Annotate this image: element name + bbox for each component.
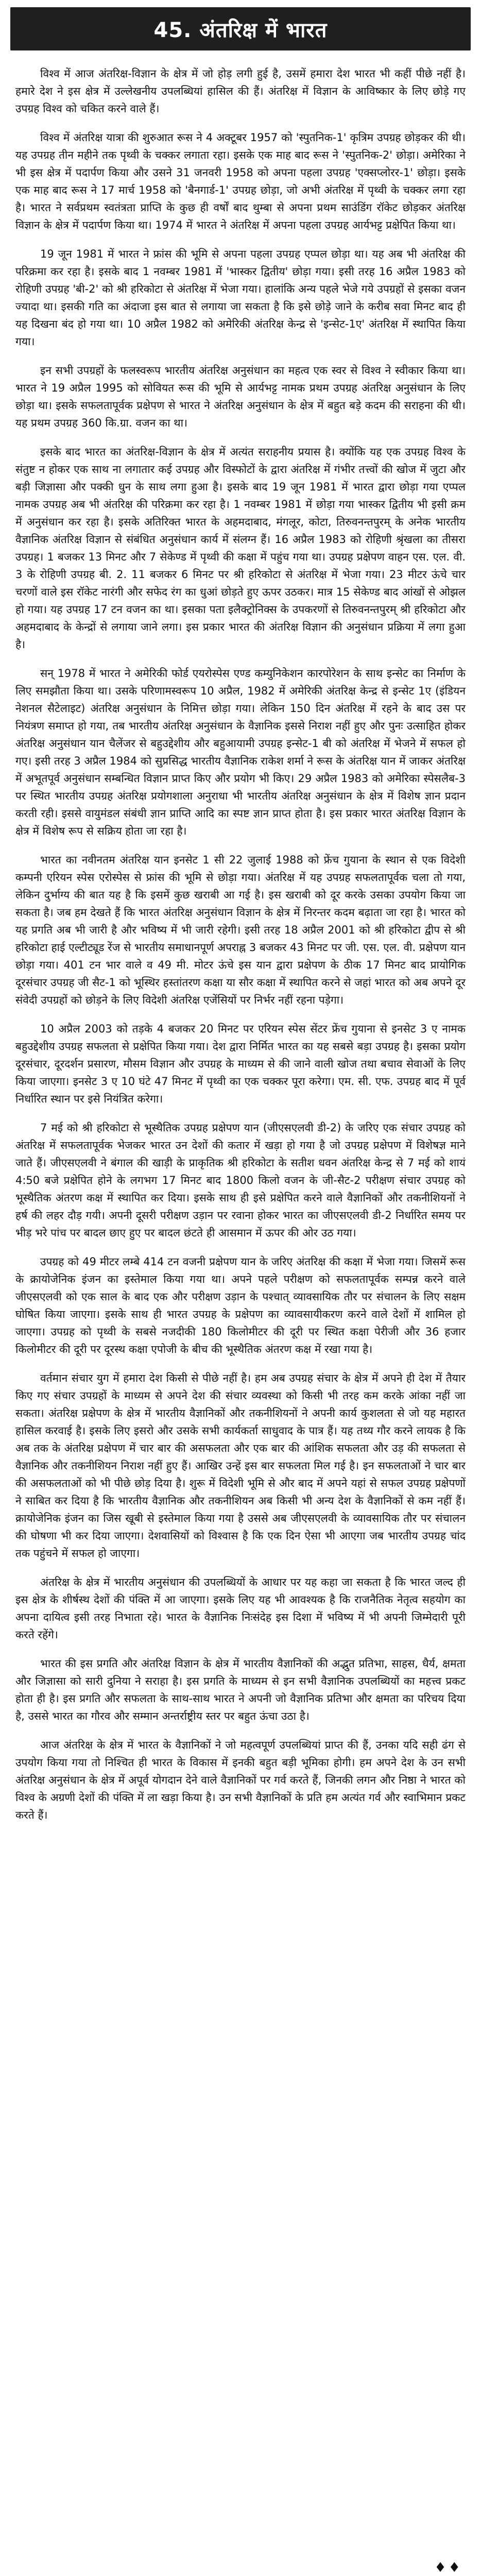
essay-body xyxy=(10,65,471,1824)
paragraph: 19 जून 1981 में भारत ने फ्रांस की भूमि से अपना पहला उपग्रह एप्पल छोड़ा था। यह अब भी अंतरिक्ष की परिक्रमा कर रहा है। इसके बाद 1 नवम्बर 1981 में 'भास्कर द्वितीय' छोड़ा गया। इसी तरह 16 अप्रैल 1983 को रोहिणी उपग्रह 'बी-2' को श्री हरिकोटा से अंतरिक्ष में भेजा गया। हालांकि अन्य पहले भेजे गये उपग्रहों से इसका वजन ज्यादा था। इसकी गति का अंदाजा इस बात से लगाया जा सकता है कि इसे छोड़े जाने के करीब सवा मिनट बाद ही यह दिखना बंद हो गया था। 10 अप्रैल 1982 को अमेरिकी अंतरिक्ष केन्द्र से 'इन्सेट-1ए' अंतरिक्ष में स्थापित किया गया। xyxy=(15,248,466,348)
paragraph: इन सभी उपग्रहों के फलस्वरूप भारतीय अंतरिक्ष अनुसंधान का महत्व एक स्वर से विश्व ने स्वीकार किया था। भारत ने 19 अप्रैल 1995 को सोवियत रूस की भूमि से आर्यभट्ट नामक प्रथम उपग्रह अंतरिक्ष अनुसंधान के लिए छोड़ा था। इसके सफलतापूर्वक प्रक्षेपण से भारत ने अंतरिक्ष अनुसंधान के क्षेत्र में बहुत बड़े कदम की सराहना की थी। यह प्रथम उपग्रह 360 कि.ग्रा. वजन का था। xyxy=(15,364,466,429)
paragraph: विश्व में अंतरिक्ष यात्रा की शुरुआत रूस ने 4 अक्टूबर 1957 को 'स्पुतनिक-1' कृत्रिम उपग्रह छोड़कर की थी। यह उपग्रह तीन महीने तक पृथ्वी के चक्कर लगाता रहा। इसके एक माह बाद रूस ने 'स्पुतनिक-2' छोड़ा। अमेरिका ने भी इस क्षेत्र में पदार्पण किया और उसने 31 जनवरी 1958 को अपना पहला उपग्रह 'एक्सप्लोरर-1' छोड़ा। इसके एक माह बाद रूस ने 17 मार्च 1958 को 'बैनगार्ड-1' उपग्रह छोड़ा, जो अभी अंतरिक्ष में पृथ्वी के चक्कर लगा रहा है। भारत ने सर्वप्रथम स्वतंत्रता प्राप्ति के कुछ ही वर्षों बाद थुम्बा से अपना प्रथम साउंडिंग रॉकेट छोड़कर अंतरिक्ष विज्ञान के क्षेत्र में पदार्पण किया था। 1974 में भारत ने अंतरिक्ष में अपना पहला उपग्रह आर्यभट्ट प्रक्षेपित किया था। xyxy=(15,131,466,231)
paragraph: 7 मई को श्री हरिकोटा से भूस्थैतिक उपग्रह प्रक्षेपण यान (जीएसएलवी डी-2) के जरिए एक संचार उपग्रह को अंतरिक्ष में सफलतापूर्वक भेजकर भारत उन देशों की कतार में खड़ा हो गया है जो उपग्रह प्रक्षेपण में विशेषज्ञ माने जाते हैं। जीएसएलवी ने बंगाल की खाड़ी के प्राकृतिक श्री हरिकोटा के सतीश धवन अंतरिक्ष केन्द्र से 7 मई को शायं 4:50 बजे प्रक्षेपित होने के लगभग 17 मिनट बाद 1800 किलो वजन के जी-सैट-2 परीक्षण संचार उपग्रह को भूस्थैतिक अंतरण कक्ष में स्थापित कर दिया। इसके साथ ही इसे प्रक्षेपित करने वाले वैज्ञानिकों और तकनीशियनों ने हर्ष की लहर दौड़ गयी। अपनी दूसरी परीक्षण उड़ान पर रवाना होकर भारत का जीएसएलवी डी-2 निर्धारित समय पर भीड़ भरे पांच पर बादल छाए हुए पर बादल छंटते ही आसमान में ऊपर की ओर उठ गया। xyxy=(15,1122,466,1239)
paragraph: इसके बाद भारत का अंतरिक्ष-विज्ञान के क्षेत्र में अत्यंत सराहनीय प्रयास है। क्योंकि यह एक उपग्रह विश्व के संतुष्ट न होकर एक साथ ना लगातार कई उपग्रह और विस्फोटों के द्वारा अंतरिक्ष में गंभीर तत्त्वों की खोज में जुटा और बड़ी जिज्ञासा और पक्की धुन के साथ लगा हुआ है। इसके बाद 19 जून 1981 में भारत द्वारा छोड़ा गया एप्पल नामक उपग्रह अब भी अंतरिक्ष की परिक्रमा कर रहा है। 1 नवम्बर 1981 में छोड़ा गया भास्कर द्वितीय भी इसी क्रम में अनुसंधान कर रहा है। इसके अतिरिक्त भारत के अहमदाबाद, मंगलूर, कोटा, तिरुवनन्तपुरम् के अनेक भारतीय वैज्ञानिक अंतरिक्ष विज्ञान से संबंधित अनुसंधान कार्य में संलग्न हैं। 16 अप्रैल 1983 को रोहिणी श्रृंखला का तीसरा उपग्रह। 1 बजकर 13 मिनट और 7 सेकेण्ड में पृथ्वी की कक्षा में पहुंच गया था। उपग्रह प्रक्षेपण वाहन एस. एल. वी. 3 के रोहिणी उपग्रह बी. 2. 11 बजकर 6 मिनट पर श्री हरिकोटा से अंतरिक्ष में भेजा गया। 23 मीटर ऊंचे चार चरणों वाले इस रॉकेट नारंगी और सफेद रंग का धुआं छोड़ते हुए ऊपर उठकर। मात्र 15 सेकेण्ड बाद आंखों से ओझल हो गया। यह उपग्रह 17 टन वजन का था। इसका पता इलैक्ट्रोनिक्स के उपकरणों से तिरुवनन्तपुरम् श्री हरिकोटा और अहमदाबाद के केन्द्रों से लगाया जाने लगा। इस प्रकार भारत की अंतरिक्ष विज्ञान की अनुसंधान प्रक्रिया में लगा हुआ है। xyxy=(15,446,466,651)
end-mark-icon: ♦♦ xyxy=(434,2560,462,2575)
paragraph: 10 अप्रैल 2003 को तड़के 4 बजकर 20 मिनट पर एरियन स्पेस सेंटर फ्रेंच गुयाना से इनसेट 3 ए नामक बहुउद्देशीय उपग्रह सफलता से प्रक्षेपित किया गया। देश द्वारा निर्मित भारत का यह सबसे बड़ा उपग्रह है। इसका प्रयोग दूरसंचार, दूरदर्शन प्रसारण, मौसम विज्ञान और उपग्रह के माध्यम से की जाने वाली खोज तथा बचाव सेवाओं के लिए किया जाएगा। इनसेट 3 ए 10 घंटे 47 मिनट में पृथ्वी का एक चक्कर पूरा करेगा। एम. सी. एफ. उपग्रह बाद में पूर्व निर्धारित स्थान पर इसे नियंत्रित करेगा। xyxy=(15,1023,466,1105)
paragraph: भारत की इस प्रगति और अंतरिक्ष विज्ञान के क्षेत्र में भारतीय वैज्ञानिकों की अद्भुत प्रतिभा, साहस, धैर्य, क्षमता और जिज्ञासा को सारी दुनिया ने सराहा है। इस प्रगति के माध्यम से इन सभी वैज्ञानिक उपलब्धियों का महत्त्व प्रकट होता ही है। इस प्रगति और सफलता के साथ-साथ भारत ने अपनी जो वैज्ञानिक प्रतिभा और क्षमता का परिचय दिया है, उससे भारत का गौरव और सम्मान अन्तर्राष्ट्रीय स्तर पर बहुत ऊंचा उठा है। xyxy=(15,1657,466,1722)
paragraph: वर्तमान संचार युग में हमारा देश किसी से पीछे नहीं है। हम अब उपग्रह संचार के क्षेत्र में अपने ही देश में तैयार किए गए संचार उपग्रहों के माध्यम से अपने देश की संचार व्यवस्था को किसी भी तरह कम करके आंका नहीं जा सकता। अंतरिक्ष प्रक्षेपण के क्षेत्र में भारतीय वैज्ञानिकों और तकनीशियनों ने अपनी कार्य कुशलता से जो यह महारत हासिल करवाई है। इसके लिए इसरो और उसके सभी कार्यकर्ता साधुवाद के पात्र हैं। यह तथ्य गौर करने लायक है कि अब तक के अंतरिक्ष प्रक्षेपण में चार बार की असफलता और एक बार की आंशिक सफलता और उड़ की सफलता से वैज्ञानिक और तकनीशियन निराश नहीं हुए हैं। आखिर उन्हें इस बार सफलता मिल गई है। इन सफलताओं ने चार बार की असफलताओं को भी पीछे छोड़ दिया है। शुरू में विदेशी भूमि से और बाद में अपने यहां से सफल उपग्रह प्रक्षेपणों ने साबित कर दिया है कि भारतीय वैज्ञानिक और तकनीशियन अब किसी भी अन्य देश के वैज्ञानिकों से कम नहीं हैं। क्रायोजेनिक इंजन का जिस खूबी से इस्तेमाल किया गया है उससे अब जीएसएलवी के व्यावसायिक तौर पर संचालन की घोषणा भी कर दिया जाएगा। देशवासियों को विश्वास है कि एक दिन ऐसा भी आएगा जब भारतीय उपग्रह चांद तक पहुंचने में सफल हो जाएगा। xyxy=(15,1372,466,1560)
paragraph: विश्व में आज अंतरिक्ष-विज्ञान के क्षेत्र में जो होड़ लगी हुई है, उसमें हमारा देश भारत भी कहीं पीछे नहीं है। हमारे देश ने इस क्षेत्र में उल्लेखनीय उपलब्धियां हासिल की हैं। अंतरिक्ष में विज्ञान के आविष्कार के लिए छोड़े गए उपग्रह विश्व को चकित करने वाले हैं। xyxy=(15,67,466,115)
paragraph: आज अंतरिक्ष के क्षेत्र में भारत के वैज्ञानिकों ने जो महत्वपूर्ण उपलब्धियां प्राप्त की हैं, उनका यदि सही ढंग से उपयोग किया गया तो निश्चित ही भारत के विकास में इनकी बहुत बड़ी भूमिका होगी। हम अपने देश के उन सभी अंतरिक्ष अनुसंधान के क्षेत्र में अपूर्व योगदान देने वाले वैज्ञानिकों पर गर्व करते हैं, जिनकी लगन और निष्ठा ने भारत को विश्व के अग्रणी देशों की पंक्ति में ला खड़ा किया है। उन सभी वैज्ञानिकों के प्रति हम अत्यंत गर्व और स्वाभिमान प्रकट करते हैं। xyxy=(15,1739,466,1821)
paragraph: भारत का नवीनतम अंतरिक्ष यान इनसेट 1 सी 22 जुलाई 1988 को फ्रेंच गुयाना के स्थान से एक विदेशी कम्पनी एरियन स्पेस एरोस्पेस से फ्रांस की भूमि से छोड़ा गया। अंतरिक्ष में यह उपग्रह सफलतापूर्वक चला तो गया, लेकिन दुर्भाग्य की बात यह है कि इसमें कुछ खराबी आ गई है। इस खराबी को दूर करके उसका उपयोग किया जा सकता है। जब हम देखते हैं कि भारत अंतरिक्ष अनुसंधान विज्ञान के क्षेत्र में निरन्तर कदम बढ़ाता जा रहा है। भारत को यह प्रगति अब भी जारी है और भविष्य में भी जारी रहेगी। इसी तरह 18 अप्रैल 2001 को श्री हरिकोटा द्वीप से श्री हरिकोटा हाई एल्टीट्यूड रेंज से भारतीय समाधानपूर्ण अपराह्न 3 बजकर 43 मिनट पर जी. एस. एल. वी. प्रक्षेपण यान छोड़ा गया। 401 टन भार वाले व 49 मी. मोटर ऊंचे इस यान द्वारा प्रक्षेपण के ठीक 17 मिनट बाद प्रायोगिक दूरसंचार उपग्रह जी सैट-1 को भूस्थिर हस्तांतरण कक्षा या सौर कक्षा में स्थापित करने से जहां भारत को अब अपने दूर संवेदी उपग्रहों को छोड़ने के लिए विदेशी अंतरिक्ष एजेंसियों पर निर्भर नहीं रहना पड़ेगा। xyxy=(15,854,466,1006)
paragraph: सन् 1978 में भारत ने अमेरिकी फोर्ड एयरोस्पेस एण्ड कम्युनिकेशन कारपोरेशन के साथ इन्सेट का निर्माण के लिए समझौता किया था। उसके परिणामस्वरूप 10 अप्रैल, 1982 में अमेरिकी अंतरिक्ष केन्द्र से इन्सेट 1ए (इंडियन नेशनल सैटेलाइट) अंतरिक्ष अनुसंधान के निमित्त छोड़ा गया। लेकिन 150 दिन अंतरिक्ष में रहने के बाद उस पर नियंत्रण समाप्त हो गया, तब भारतीय अंतरिक्ष अनुसंधान के वैज्ञानिक इससे निराश नहीं हुए और पुनः उत्साहित होकर अंतरिक्ष अनुसंधान यान चैलेंजर से बहुउद्देशीय और बहुआयामी उपग्रह इन्सेट-1 बी को अंतरिक्ष में भेजने में सफल हो गए। इसी तरह 3 अप्रैल 1984 को सुप्रसिद्ध भारतीय वैज्ञानिक राकेश शर्मा ने रूस के अंतरिक्ष यान में जाकर अंतरिक्ष में अभूतपूर्व अनुसंधान सम्बन्धित विज्ञान प्राप्त किए और प्रयोग भी किए। 29 अप्रैल 1983 को अमेरिका स्पेसलैब-3 पर स्थित भारतीय उपग्रह अंतरिक्ष प्रयोगशाला अनुराधा भी भारतीय अंतरिक्ष अनुसंधान के क्षेत्र में विशेष ज्ञान प्रदान करती रही। इससे वायुमंडल संबंधी ज्ञान प्राप्ति आदि का स्पष्ट ज्ञान प्राप्त होता है। इस प्रकार भारत अंतरिक्ष विज्ञान के क्षेत्र में विशेष रूप से सक्रिय होता जा रहा है। xyxy=(15,667,466,837)
page-title: 45. अंतरिक्ष में भारत xyxy=(10,7,471,50)
paragraph: अंतरिक्ष के क्षेत्र में भारतीय अनुसंधान की उपलब्धियों के आधार पर यह कहा जा सकता है कि भारत जल्द ही इस क्षेत्र के शीर्षस्थ देशों की पंक्ति में आ जाएगा। इसके लिए यह भी आवश्यक है कि राजनैतिक नेतृत्व सहयोग का अपना दायित्व इसी तरह निभाता रहे। भारत के वैज्ञानिक निःसंदेह इस दिशा में भविष्य में भी अपनी जिम्मेदारी पूरी करते रहेंगे। xyxy=(15,1576,466,1641)
paragraph: उपग्रह को 49 मीटर लम्बे 414 टन वजनी प्रक्षेपण यान के जरिए अंतरिक्ष की कक्षा में भेजा गया। जिसमें रूस के क्रायोजेनिक इंजन का इस्तेमाल किया गया था। अपने पहले परीक्षण को सफलतापूर्वक सम्पन्न करने वाले जीएसएलवी को एक साल के बाद एक और परीक्षण उड़ान के पश्चात् व्यावसायिक तौर पर संचालन के लिए सक्षम घोषित किया जाएगा। इसके साथ ही भारत उपग्रह के प्रक्षेपण का व्यावसायीकरण करने वाले देशों में शामिल हो जाएगा। उपग्रह को पृथ्वी के सबसे नजदीकी 180 किलोमीटर की दूरी पर स्थित कक्षा पेरीजी और 36 हजार किलोमीटर की दूरी पर दूरस्थ कक्षा एपोजी के बीच की भूस्थैतिक अंतरण कक्ष में रखा गया है। xyxy=(15,1256,466,1355)
